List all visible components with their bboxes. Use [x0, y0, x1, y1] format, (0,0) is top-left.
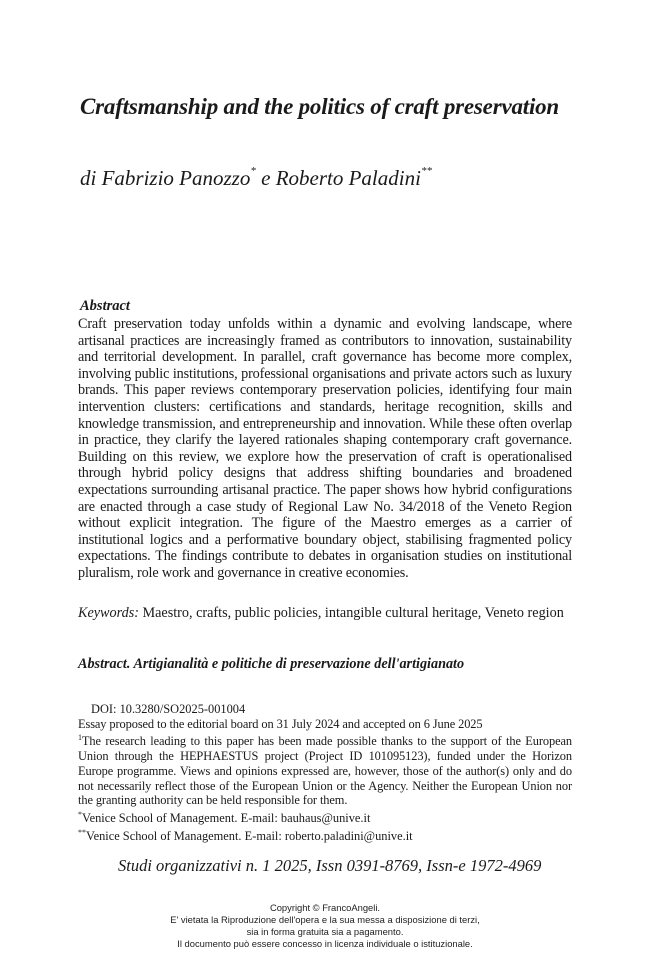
copyright-line-1: Copyright © FrancoAngeli.	[269, 902, 381, 913]
funding-mark: 1	[78, 733, 82, 743]
author-affiliation-1	[78, 808, 572, 826]
copyright-line-2: E' vietata la Riproduzione dell'opera e la sua messa a disposizione di terzi,	[170, 914, 480, 925]
italian-abstract-title: Abstract. Artigianalità e politiche di preservazione dell'artigianato	[78, 656, 465, 672]
paper-title: Craftsmanship and the politics of craft preservation	[80, 94, 560, 119]
doi-note: DOI: 10.3280/SO2025-001004	[91, 702, 246, 716]
affiliation-mark-2: **	[78, 827, 86, 837]
affiliation-text-2: Venice School of Management. E-mail: roberto.paladini@unive.it	[86, 829, 413, 843]
copyright-line-3: sia in forma gratuita sia a pagamento.	[246, 926, 404, 937]
keywords-list: Maestro, crafts, public policies, intangible cultural heritage, Veneto region	[138, 605, 564, 621]
copyright-notice	[130, 902, 520, 950]
funding-note	[78, 731, 572, 808]
abstract-heading: Abstract	[80, 298, 130, 314]
author-affiliation-2	[78, 826, 572, 844]
affiliation-mark-1: *	[78, 810, 82, 820]
copyright-line-4: Il documento può essere concesso in licenza individuale o istituzionale.	[177, 938, 473, 949]
author-mark-1: *	[250, 165, 256, 177]
submission-note: Essay proposed to the editorial board on 31 July 2024 and accepted on 6 June 2025	[78, 716, 483, 731]
author-name-2: Roberto Paladini	[275, 166, 421, 190]
journal-citation: Studi organizzativi n. 1 2025, Issn 0391-8769, Issn-e 1972-4969	[118, 856, 542, 875]
footnotes	[78, 702, 572, 844]
author-prefix: di	[80, 166, 102, 190]
funding-text: The research leading to this paper has been made possible thanks to the support of the European Union through the HEPHAESTUS project (Project ID 101095123), funded under the Horizon Europe programme. Views and opinions expressed are, however, those of the author(s) only and do not necessarily reflect those of the European Union or the Agency. Neither the European Union nor the granting authority can be held responsible for them.	[78, 734, 572, 808]
author-line	[80, 166, 620, 191]
affiliation-text-1: Venice School of Management. E-mail: bauhaus@unive.it	[82, 811, 371, 826]
author-connector: e	[255, 166, 276, 190]
abstract-body: Craft preservation today unfolds within a dynamic and evolving landscape, where artisanal practices are increasingly framed as contributors to innovation, sustainability and territorial development. In parallel, craft governance has become more complex, involving public institutions, professional organisations and private actors such as luxury brands. This paper reviews contemporary preservation policies, identifying four main intervention clusters: certifications and standards, heritage recognition, skills and knowledge transmission, and entrepreneurship and innovation. While these often overlap in practice, they clarify the layered rationales shaping contemporary craft governance. Building on this review, we explore how the preservation of craft is operationalised through hybrid policy designs that address shifting boundaries and broadened expectations surrounding artisanal practice. The paper shows how hybrid configurations are enacted through a case study of Regional Law No. 34/2018 of the Veneto Region without explicit integration. The figure of the Maestro emerges as a carrier of institutional logics and a performative boundary object, stabilising fragmented policy expectations. The findings contribute to debates in organisation studies on institutional pluralism, role work and governance in creative economies.	[78, 316, 572, 581]
keywords	[78, 605, 572, 622]
author-name-1: Fabrizio Panozzo	[101, 166, 251, 190]
author-mark-2: **	[420, 165, 432, 177]
keywords-label: Keywords:	[78, 605, 139, 621]
